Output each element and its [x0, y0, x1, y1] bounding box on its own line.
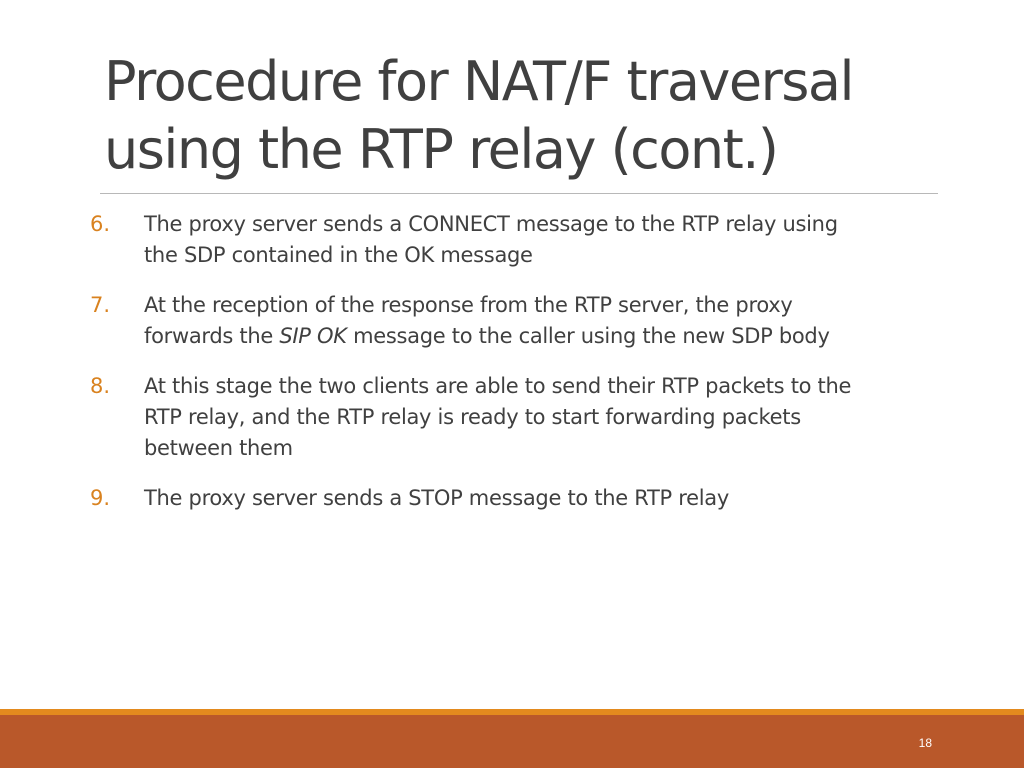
list-item-text [144, 483, 950, 514]
list-item-line: At the reception of the response from the RTP server, the proxy [144, 293, 793, 317]
slide-title-line-1: Procedure for NAT/F traversal [104, 50, 854, 113]
list-number: 6. [90, 212, 111, 236]
list-item-line-end: message to the caller using the new SDP body [346, 324, 830, 348]
title-divider [100, 193, 938, 194]
list-item-text [144, 209, 950, 271]
list-item-line: The proxy server sends a CONNECT message to the RTP relay using [144, 212, 838, 236]
list-item-line: At this stage the two clients are able to send their RTP packets to the [144, 374, 852, 398]
numbered-list [90, 209, 950, 533]
list-item-7 [90, 290, 950, 352]
page-number: 18 [918, 736, 932, 750]
list-item-text [144, 371, 950, 464]
list-item-line-start: forwards the [144, 324, 280, 348]
list-number: 8. [90, 374, 111, 398]
slide-title-line-2: using the RTP relay (cont.) [104, 118, 778, 181]
list-item-line: RTP relay, and the RTP relay is ready to start forwarding packets [144, 405, 801, 429]
slide-title [104, 48, 944, 184]
list-item-text [144, 290, 950, 352]
list-item-6 [90, 209, 950, 271]
list-number: 9. [90, 486, 111, 510]
emphasized-term: SIP OK [279, 324, 347, 348]
footer-bar [0, 715, 1024, 768]
list-item-8 [90, 371, 950, 464]
list-item-line: the SDP contained in the OK message [144, 243, 533, 267]
list-number: 7. [90, 293, 111, 317]
list-item-line: between them [144, 436, 293, 460]
list-item-line: The proxy server sends a STOP message to the RTP relay [144, 486, 730, 510]
list-item-9 [90, 483, 950, 514]
